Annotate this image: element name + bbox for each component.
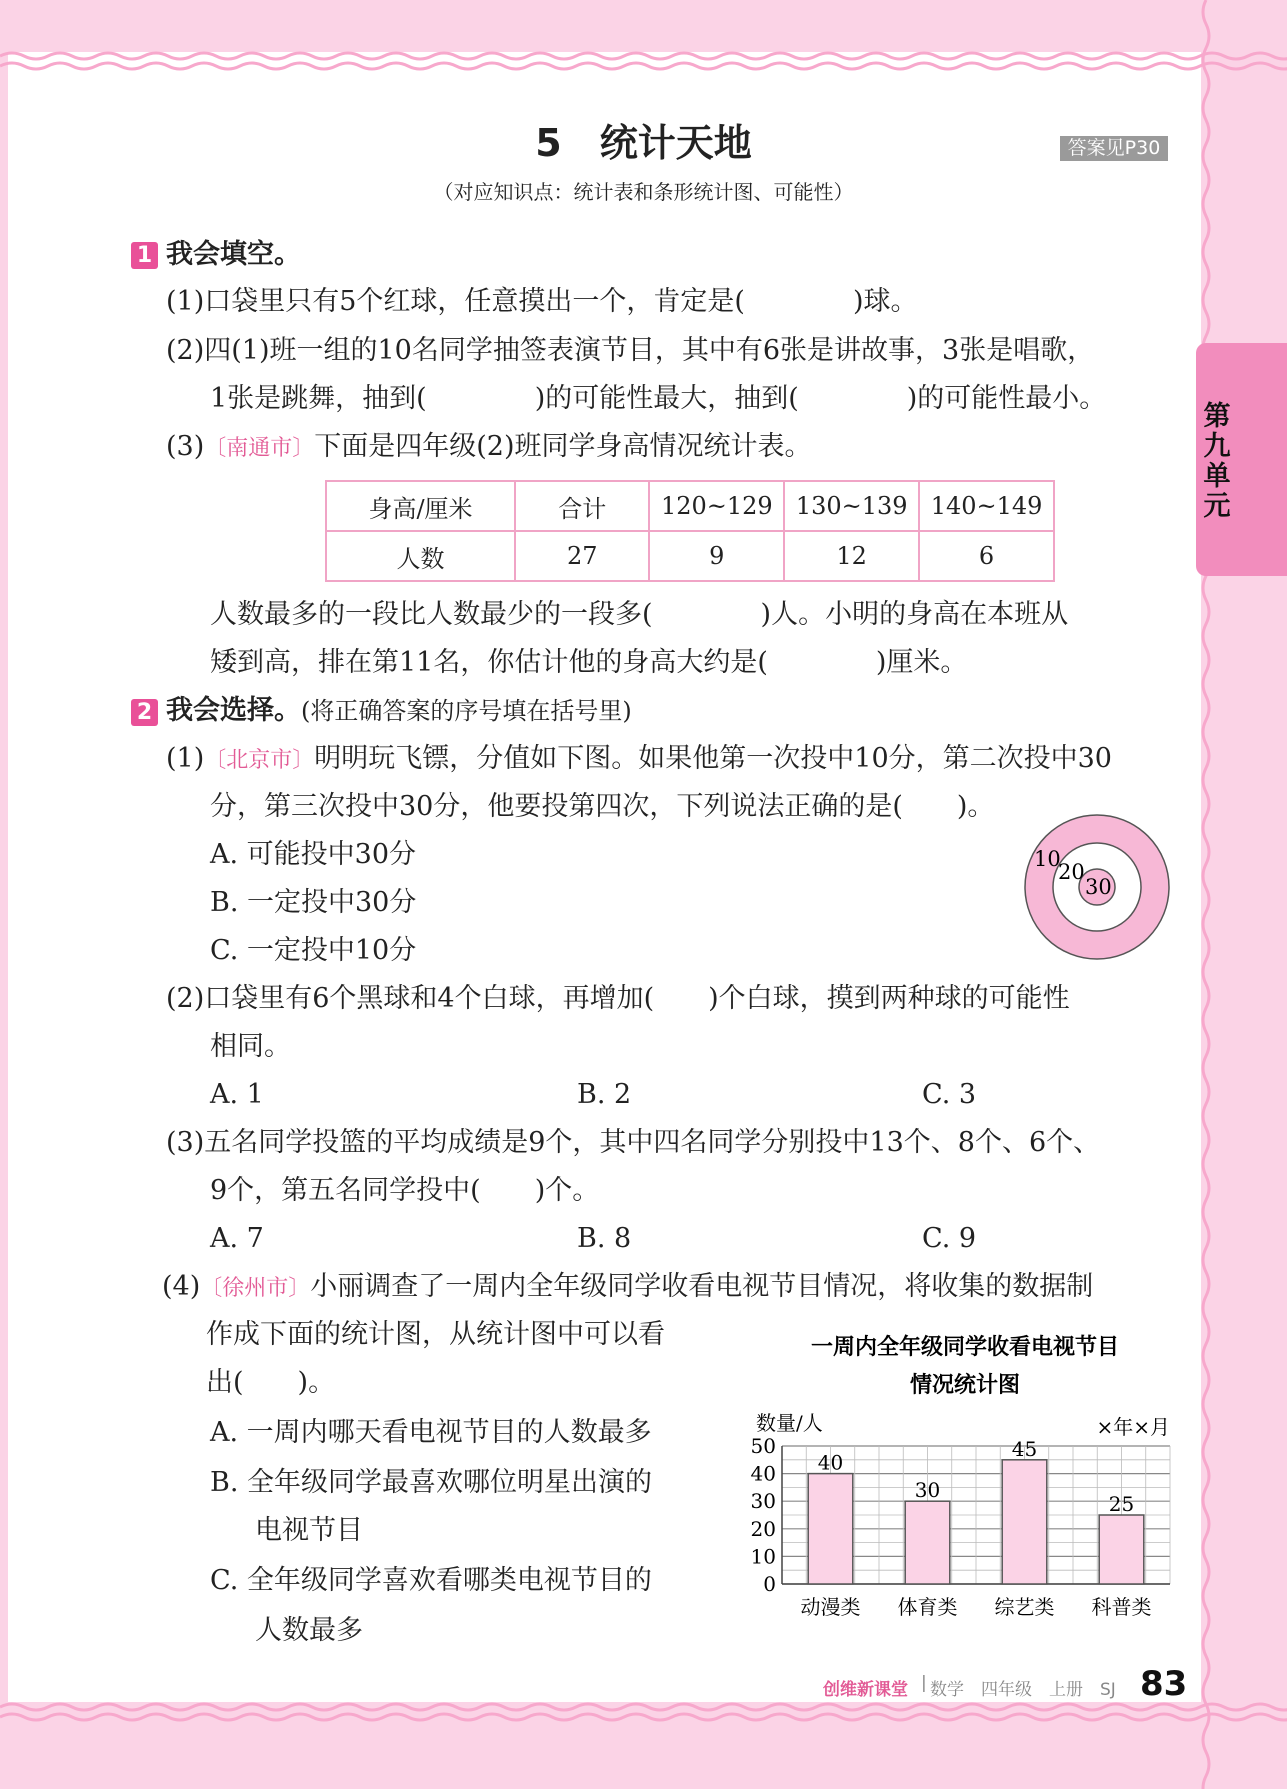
dartboard-label-30: 30	[1085, 875, 1112, 899]
section2-title: 我会选择。	[166, 695, 301, 726]
table-cell: 人数	[326, 531, 515, 581]
chart-data-label: 40	[817, 1450, 844, 1475]
s2-q2-option-c: C. 3	[922, 1079, 977, 1110]
answer-ref-badge: 答案见P30	[1060, 136, 1168, 161]
s2-q3-line1: (3)五名同学投篮的平均成绩是9个，其中四名同学分别投中13个、8个、6个、	[166, 1127, 1101, 1158]
dartboard-figure	[1022, 812, 1172, 962]
chart-y-tick-label: 0	[763, 1572, 776, 1596]
dartboard-label-20: 20	[1058, 860, 1085, 884]
footer-brand: 创维新课堂	[823, 1680, 908, 1700]
s2-q2-option-a: A. 1	[210, 1079, 264, 1110]
section2-number: 2	[131, 699, 158, 726]
s2-q1-line2: 分，第三次投中30分，他要投第四次，下列说法正确的是( )。	[210, 791, 995, 822]
table-row	[326, 531, 1054, 581]
height-table	[325, 480, 1055, 582]
chart-y-tick-label: 40	[750, 1461, 776, 1486]
s2-q4-option-b2: 电视节目	[255, 1515, 363, 1546]
s1-q2-line2: 1张是跳舞，抽到( )的可能性最大，抽到( )的可能性最小。	[210, 383, 1107, 414]
s1-q3-prefix: (3)	[166, 431, 205, 462]
table-header-cell: 合计	[515, 481, 649, 531]
chart-y-tick-label: 30	[750, 1489, 776, 1514]
chart-data-label: 45	[1011, 1436, 1038, 1461]
table-cell: 12	[784, 531, 919, 581]
chart-y-tick-label: 10	[750, 1544, 776, 1569]
s1-q3-after1: 人数最多的一段比人数最少的一段多( )人。小明的身高在本班从	[210, 599, 1069, 630]
s2-q3-option-c: C. 9	[922, 1223, 977, 1254]
s2-q4-option-a: A. 一周内哪天看电视节目的人数最多	[210, 1417, 652, 1448]
s2-q2-line2: 相同。	[210, 1031, 291, 1062]
section1-number: 1	[131, 242, 158, 269]
chart-title-line2: 情况统计图	[909, 1373, 1021, 1398]
s1-q3-text: 下面是四年级(2)班同学身高情况统计表。	[314, 431, 812, 462]
chart-x-tick-label: 体育类	[897, 1595, 958, 1619]
chart-y-tick-label: 20	[750, 1516, 776, 1541]
s2-q1-text: 明明玩飞镖，分值如下图。如果他第一次投中10分，第二次投中30	[314, 743, 1112, 774]
s2-q1-option-a: A. 可能投中30分	[210, 839, 417, 870]
chart-x-tick-label: 综艺类	[994, 1595, 1055, 1619]
footer-divider: |	[921, 1673, 927, 1693]
table-header-cell: 130~139	[784, 481, 919, 531]
s2-q4-line2: 作成下面的统计图，从统计图中可以看	[206, 1319, 665, 1350]
s2-q1-city: 〔北京市〕	[204, 748, 315, 773]
section2-title-note: (将正确答案的序号填在括号里)	[301, 697, 632, 725]
table-header-cell: 120~129	[649, 481, 784, 531]
chart-y-tick-label: 50	[750, 1434, 776, 1458]
s2-q4-city: 〔徐州市〕	[200, 1276, 311, 1301]
unit-tab-label: 第九单元	[1203, 401, 1231, 522]
s1-q3-after2: 矮到高，排在第11名，你估计他的身高大约是( )厘米。	[210, 647, 968, 678]
page-number: 83	[1140, 1664, 1188, 1704]
s2-q3-option-a: A. 7	[210, 1223, 264, 1254]
right-wave-border	[1196, 0, 1226, 1789]
chart-data-label: 25	[1108, 1492, 1135, 1516]
s2-q1-line1	[166, 742, 1112, 778]
s2-q4-option-b1: B. 全年级同学最喜欢哪位明星出演的	[210, 1467, 653, 1498]
chart-bar	[1002, 1460, 1047, 1584]
section1-title: 我会填空。	[166, 239, 301, 270]
table-header-cell: 身高/厘米	[326, 481, 515, 531]
table-cell: 6	[919, 531, 1054, 581]
s2-q4-line3: 出( )。	[206, 1367, 336, 1398]
s2-q1-option-b: B. 一定投中30分	[210, 887, 417, 918]
dartboard-label-10: 10	[1034, 847, 1061, 871]
chart-bar	[1099, 1515, 1144, 1584]
s1-q3-line	[166, 430, 812, 466]
chart-bar	[905, 1501, 950, 1584]
s2-q2-option-b: B. 2	[577, 1079, 632, 1110]
table-cell: 27	[515, 531, 649, 581]
chart-x-tick-label: 动漫类	[800, 1595, 861, 1619]
s2-q3-option-b: B. 8	[577, 1223, 632, 1254]
s2-q4-prefix: (4)	[162, 1271, 201, 1302]
tv-program-bar-chart	[740, 1320, 1180, 1630]
footer-info: 数学 四年级 上册 SJ	[930, 1680, 1116, 1700]
s1-q1: (1)口袋里只有5个红球，任意摸出一个，肯定是( )球。	[166, 286, 918, 317]
s2-q1-prefix: (1)	[166, 743, 205, 774]
section2-heading	[166, 694, 632, 728]
table-header-cell: 140~149	[919, 481, 1054, 531]
top-wave-border	[0, 46, 1287, 76]
s2-q4-option-c2: 人数最多	[255, 1615, 363, 1646]
page-subtitle: （对应知识点：统计表和条形统计图、可能性）	[433, 180, 854, 204]
table-cell: 9	[649, 531, 784, 581]
s2-q4-line1	[162, 1270, 1093, 1306]
table-row	[326, 481, 1054, 531]
chart-date-note: ×年×月	[1096, 1415, 1170, 1439]
chart-y-axis-label: 数量/人	[756, 1411, 823, 1435]
chart-data-label: 30	[914, 1478, 941, 1503]
chart-x-tick-label: 科普类	[1091, 1595, 1152, 1619]
s1-q3-city: 〔南通市〕	[204, 436, 315, 461]
s2-q2-line1: (2)口袋里有6个黑球和4个白球，再增加( )个白球，摸到两种球的可能性	[166, 983, 1070, 1014]
s2-q1-option-c: C. 一定投中10分	[210, 935, 417, 966]
chart-bar	[808, 1474, 853, 1584]
s2-q4-option-c1: C. 全年级同学喜欢看哪类电视节目的	[210, 1565, 652, 1596]
s1-q2-line1: (2)四(1)班一组的10名同学抽签表演节目，其中有6张是讲故事，3张是唱歌，	[166, 335, 1095, 366]
chart-title-line1: 一周内全年级同学收看电视节目	[810, 1335, 1120, 1360]
bottom-wave-border	[0, 1697, 1287, 1727]
s2-q3-line2: 9个，第五名同学投中( )个。	[210, 1175, 600, 1206]
page-title: 5 统计天地	[535, 121, 752, 165]
s2-q4-text: 小丽调查了一周内全年级同学收看电视节目情况，将收集的数据制	[310, 1271, 1094, 1302]
